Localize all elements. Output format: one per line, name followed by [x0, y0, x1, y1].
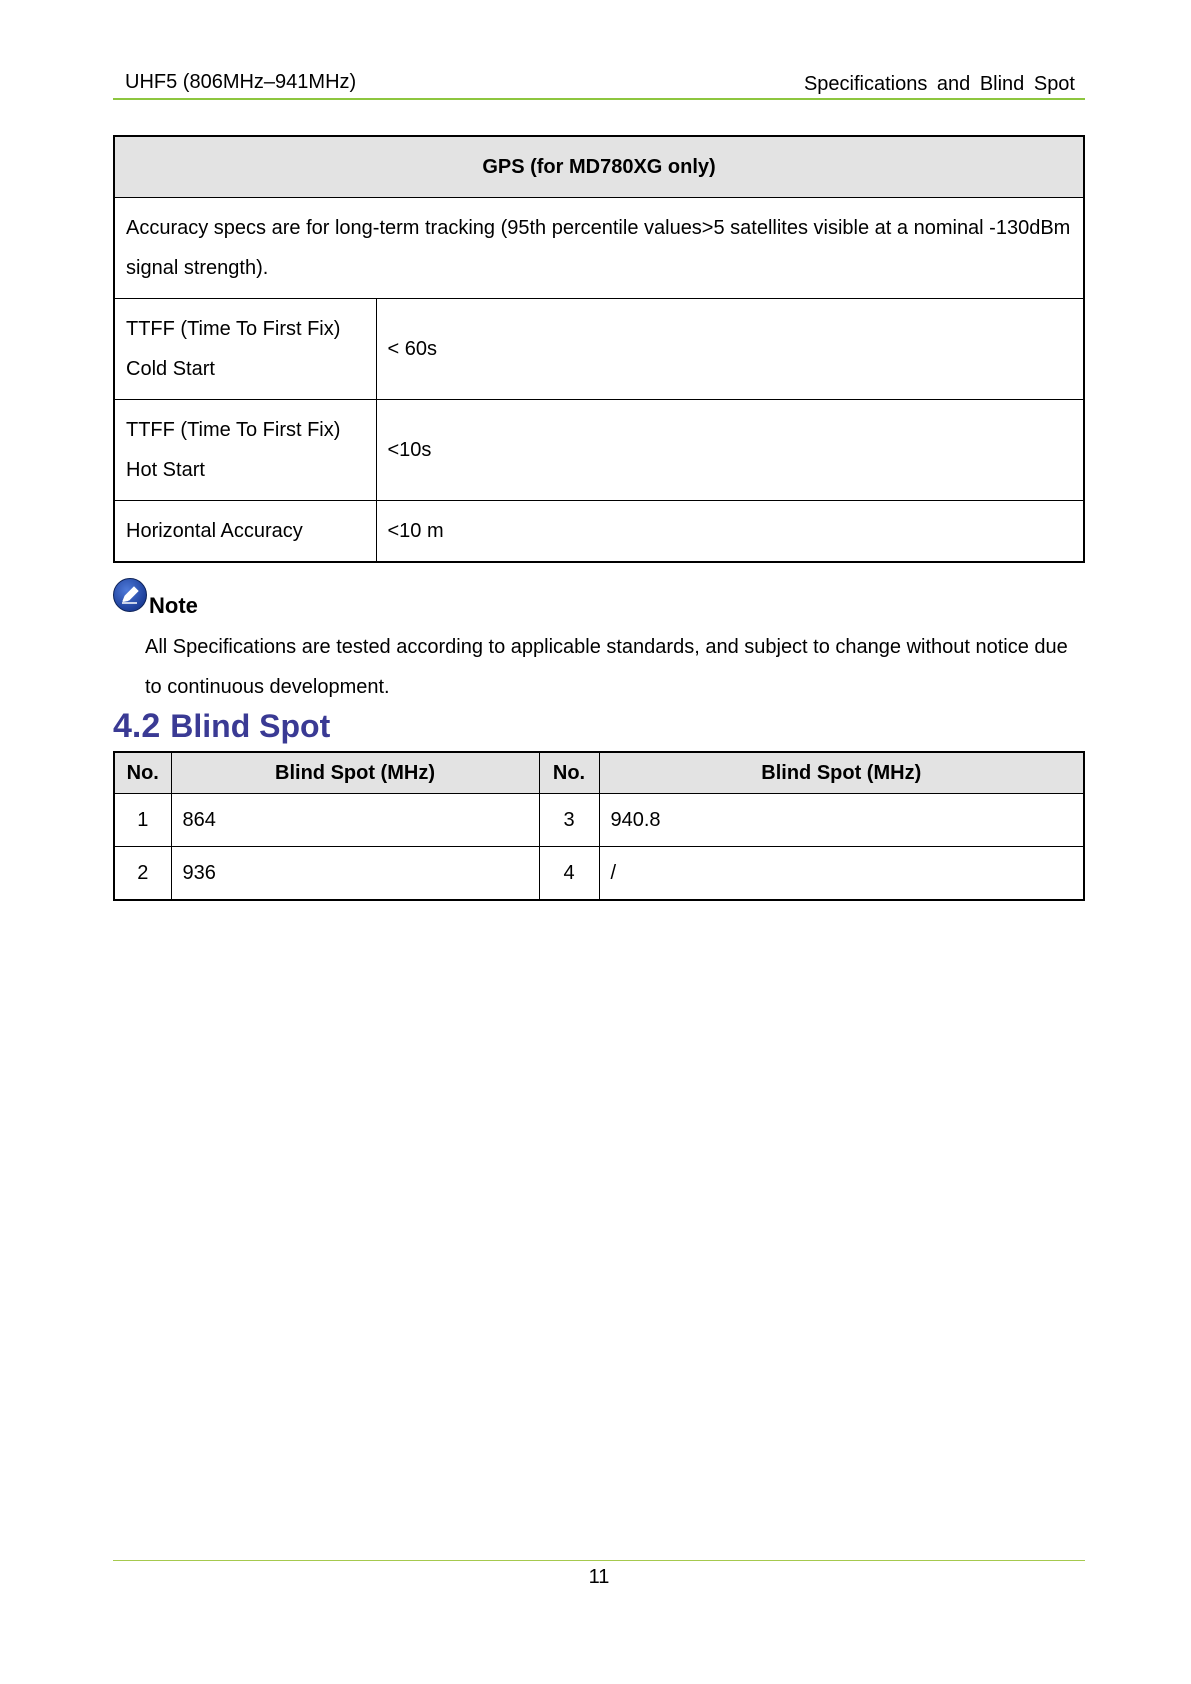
- table-row: [114, 847, 1084, 901]
- gps-row-label: [114, 400, 376, 501]
- gps-row-label: Horizontal Accuracy: [114, 501, 376, 563]
- gps-note-row: [114, 198, 1084, 299]
- table-cell-frequency: 940.8: [599, 794, 1084, 847]
- table-cell-no: 4: [539, 847, 599, 901]
- section-heading: [113, 706, 330, 746]
- gps-row-value: <10 m: [376, 501, 1084, 563]
- header-model-range: UHF5 (806MHz–941MHz): [125, 71, 357, 93]
- pencil-note-icon: [113, 578, 147, 612]
- gps-title-row: [114, 136, 1084, 198]
- table-cell-no: 3: [539, 794, 599, 847]
- gps-row-label-line2: Cold Start: [126, 358, 215, 380]
- blind-table-header-row: [114, 752, 1084, 794]
- gps-row-label-line1: TTFF (Time To First Fix): [126, 318, 341, 340]
- gps-row-horizontal-accuracy: [114, 501, 1084, 563]
- blind-spot-table: [113, 751, 1085, 901]
- table-cell-frequency: 936: [171, 847, 539, 901]
- page-header: [113, 70, 1085, 100]
- gps-accuracy-note: Accuracy specs are for long-term tracking (95th percentile values>5 satellites visible at a nominal -130dBm signal strength).: [114, 198, 1084, 299]
- gps-row-value: <10s: [376, 400, 1084, 501]
- note-body: All Specifications are tested according to applicable standards, and subject to change without notice due to continuous development.: [145, 636, 1068, 698]
- table-cell-no: 1: [114, 794, 171, 847]
- header-chapter-title: Specifications and Blind Spot: [803, 73, 1075, 95]
- table-cell-frequency: 864: [171, 794, 539, 847]
- column-header: No.: [114, 752, 171, 794]
- note-title: Note: [149, 593, 198, 618]
- column-header: No.: [539, 752, 599, 794]
- gps-row-value: < 60s: [376, 299, 1084, 400]
- column-header: Blind Spot (MHz): [171, 752, 539, 794]
- pencil-glyph-icon: [119, 584, 141, 606]
- gps-row-label-line2: Hot Start: [126, 459, 205, 481]
- gps-row-label-line1: TTFF (Time To First Fix): [126, 419, 341, 441]
- page-number: 11: [588, 1566, 610, 1588]
- section-title: Blind Spot: [170, 708, 331, 744]
- gps-row-label: [114, 299, 376, 400]
- table-row: [114, 794, 1084, 847]
- gps-table-title: GPS (for MD780XG only): [114, 136, 1084, 198]
- table-cell-no: 2: [114, 847, 171, 901]
- gps-row-cold-start: [114, 299, 1084, 400]
- gps-spec-table: [113, 135, 1085, 563]
- gps-row-hot-start: [114, 400, 1084, 501]
- column-header: Blind Spot (MHz): [599, 752, 1084, 794]
- section-number: 4.2: [113, 707, 161, 745]
- table-cell-frequency: /: [599, 847, 1084, 901]
